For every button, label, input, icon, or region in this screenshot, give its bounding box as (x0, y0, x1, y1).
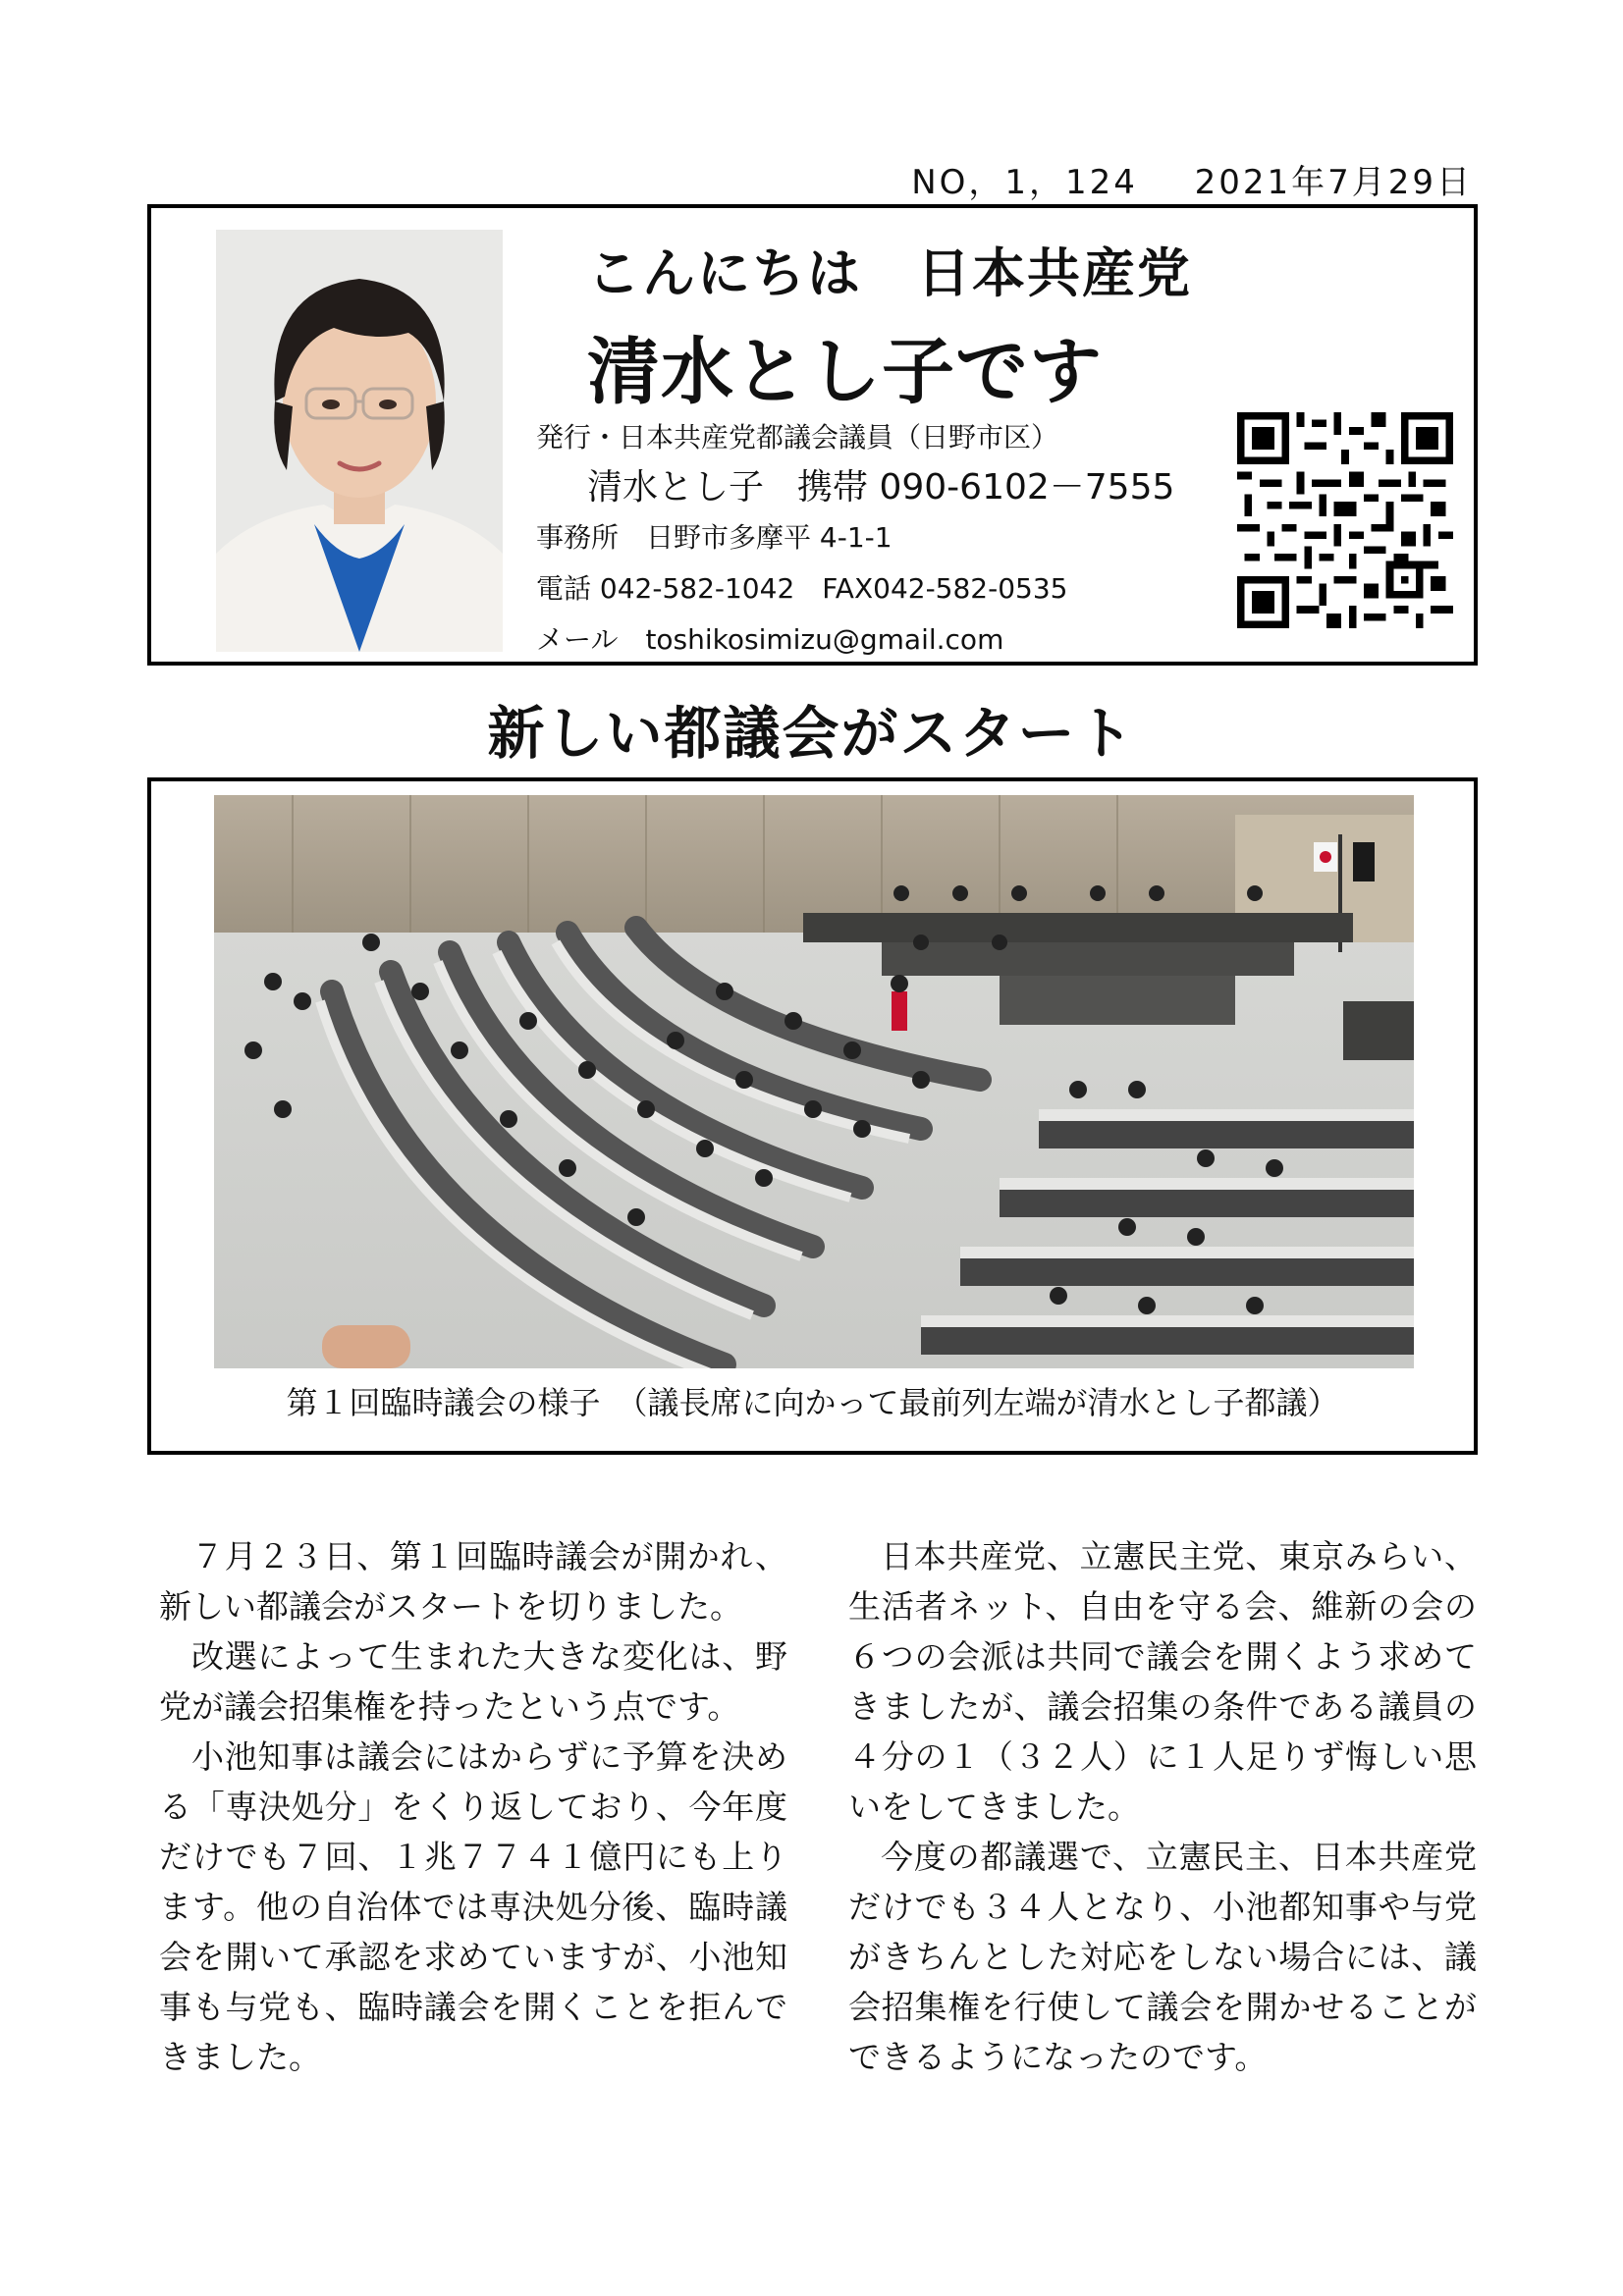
office-address: 事務所 日野市多摩平 4-1-1 (536, 521, 893, 554)
publisher-line: 発行・日本共産党都議会議員（日野市区） (536, 421, 1059, 454)
contact-name: 清水とし子 (587, 467, 765, 507)
issue-date: 2021年7月29日 (1194, 163, 1473, 202)
article-column-right (848, 1531, 1477, 2082)
issue-number: NO，1，124 (911, 163, 1138, 202)
portrait-photo (216, 230, 503, 652)
paragraph: 改選によって生まれた大きな変化は、野党が議会招集権を持ったという点です。 (159, 1637, 787, 1726)
article-column-left (159, 1531, 787, 2082)
paragraph: 小池知事は議会にはからずに予算を決める「専決処分」をくり返しており、今年度だけでも７回、１兆７７４１億円にも上ります。他の自治体では専決処分後、臨時議会を開いて承認を求めていますが、小池知事も与党も、臨時議会を開くことを拒んできました。 (159, 1737, 787, 2076)
assembly-photo (214, 795, 1414, 1368)
paragraph: 今度の都議選で、立憲民主、日本共産党だけでも３４人となり、小池都知事や与党がきちんとした対応をしない場合には、議会招集権を行使して議会を開かせることができるようになったのです。 (848, 1838, 1477, 2076)
paragraph: 日本共産党、立憲民主党、東京みらい、生活者ネット、自由を守る会、維新の会の６つの会派は共同で議会を開くよう求めてきましたが、議会招集の条件である議員の４分の１（３２人）に１人足りず悔しい思いをしてきました。 (848, 1537, 1477, 1826)
issue-line (844, 155, 1473, 203)
article-headline: 新しい都議会がスタート (487, 700, 1136, 767)
email-address: メール toshikosimizu@gmail.com (536, 623, 1004, 656)
greeting-heading: こんにちは 日本共産党 (587, 242, 1192, 304)
mobile-number: 携帯 090-6102－7555 (797, 467, 1175, 507)
masthead (147, 204, 1478, 666)
photo-caption: 第１回臨時議会の様子 （議長席に向かって最前列左端が清水とし子都議） (286, 1384, 1339, 1421)
phone-fax: 電話 042-582-1042 FAX042-582-0535 (536, 572, 1068, 605)
qr-code-icon (1237, 412, 1453, 628)
paragraph: ７月２３日、第１回臨時議会が開かれ、新しい都議会がスタートを切りました。 (159, 1537, 787, 1626)
name-title: 清水とし子です (587, 330, 1103, 414)
photo-frame (147, 777, 1478, 1455)
contact-name-line (587, 459, 1174, 509)
